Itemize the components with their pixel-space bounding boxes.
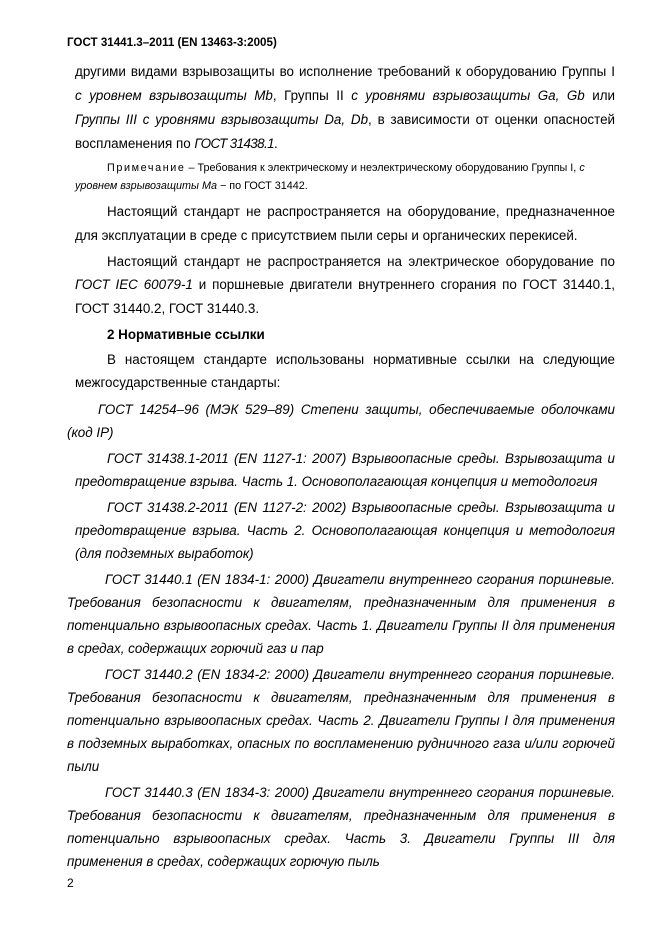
note-line-2 xyxy=(75,178,308,194)
ref-6-line-4: применения в средах, содержащих горючую пыль xyxy=(67,854,380,869)
ref-3-line-2: предотвращение взрыва. Часть 2. Основополагающая концепция и методология xyxy=(75,523,615,538)
ref-5-line-1: ГОСТ 31440.2 (EN 1834-2: 2000) Двигатели внутреннего сгорания поршневые. xyxy=(105,667,615,682)
intro-text-italic: Группы III с уровнями взрывозащиты Da, Db xyxy=(75,112,369,127)
note-text: − по ГОСТ 31442. xyxy=(216,180,308,192)
ref-1-line-1: ГОСТ 14254–96 (МЭК 529–89) Степени защиты, обеспечиваемые оболочками xyxy=(98,402,615,417)
intro-text: или xyxy=(584,88,615,103)
ref-2-line-1: ГОСТ 31438.1-2011 (EN 1127-1: 2007) Взрывоопасные среды. Взрывозащита и xyxy=(107,451,615,466)
para2-line-1: Настоящий стандарт не распространяется на оборудование, предназначенное xyxy=(107,204,615,219)
ref-5-line-5: пыли xyxy=(67,759,100,774)
ref-4-line-2: Требования безопасности к двигателям, предназначенным для применения в xyxy=(67,595,615,610)
intro-text: . xyxy=(273,136,278,151)
note-label: Примечание xyxy=(107,162,186,174)
ref-1-line-2: (код IP) xyxy=(67,425,114,440)
ref-6-line-3: потенциально взрывоопасных средах. Часть 3. Двигатели Группы III для xyxy=(67,831,615,846)
intro-text-italic: с уровнями взрывозащиты Ga, Gb xyxy=(351,88,585,103)
para3-line-2 xyxy=(75,277,615,293)
note-line-1 xyxy=(107,160,585,176)
ref-2-line-2: предотвращение взрыва. Часть 1. Основополагающая концепция и методология xyxy=(75,474,598,489)
intro-text: , Группы II xyxy=(272,88,352,103)
ref-5-line-4: в подземных выработках, опасных по воспламенению рудничного газа и/или горючей xyxy=(67,736,615,751)
para3-text: и поршневые двигатели внутреннего сгорания по ГОСТ 31440.1, xyxy=(192,277,615,292)
note-text-italic: уровнем взрывозащиты Ma xyxy=(75,180,217,192)
intro-text: , в зависимости от оценки опасностей xyxy=(368,112,615,127)
note-text-italic: с xyxy=(579,162,585,174)
para3-text-italic: ГОСТ IEC 60079-1 xyxy=(75,277,193,292)
para2-line-2: для эксплуатации в среде с присутствием пыли серы и органических перекисей. xyxy=(75,228,578,243)
para3-line-1: Настоящий стандарт не распространяется на электрическое оборудование по xyxy=(107,254,615,269)
page-number: 2 xyxy=(67,876,74,890)
document-header: ГОСТ 31441.3–2011 (EN 13463-3:2005) xyxy=(67,36,277,49)
para4-line-1: В настоящем стандарте использованы нормативные ссылки на следующие xyxy=(107,352,615,367)
intro-text: воспламенения по xyxy=(75,136,195,151)
ref-6-line-2: Требования безопасности к двигателям, предназначенным для применения в xyxy=(67,808,615,823)
ref-5-line-3: потенциально взрывоопасных средах. Часть 2. Двигатели Группы I для применения xyxy=(67,713,615,728)
intro-text-italic: с уровнем взрывозащиты Mb xyxy=(75,88,273,103)
ref-4-line-1: ГОСТ 31440.1 (EN 1834-1: 2000) Двигатели внутреннего сгорания поршневые. xyxy=(105,572,615,587)
intro-line-1 xyxy=(75,64,615,80)
ref-3-line-3: (для подземных выработок) xyxy=(75,546,254,561)
note-text: – Требования к электрическому и неэлектрическому оборудованию Группы I, xyxy=(185,162,580,174)
ref-3-line-1: ГОСТ 31438.2-2011 (EN 1127-2: 2002) Взрывоопасные среды. Взрывозащита и xyxy=(107,500,615,515)
ref-4-line-4: в средах, содержащих горючий газ и пар xyxy=(67,641,324,656)
para4-line-2: межгосударственные стандарты: xyxy=(75,375,281,390)
ref-5-line-2: Требования безопасности к двигателям, предназначенным для применения в xyxy=(67,690,615,705)
intro-line-4 xyxy=(75,136,278,152)
section-2-title: 2 Нормативные ссылки xyxy=(107,327,265,342)
intro-line-2 xyxy=(75,88,615,104)
para3-line-3: ГОСТ 31440.2, ГОСТ 31440.3. xyxy=(75,301,260,316)
ref-4-line-3: потенциально взрывоопасных средах. Часть 1. Двигатели Группы II для применения xyxy=(67,618,615,633)
intro-reference-link: ГОСТ 31438.1 xyxy=(194,136,274,151)
ref-6-line-1: ГОСТ 31440.3 (EN 1834-3: 2000) Двигатели внутреннего сгорания поршневые. xyxy=(105,785,615,800)
intro-line-3 xyxy=(75,112,615,128)
intro-text: другими видами взрывозащиты во исполнение требований к оборудованию Группы I xyxy=(75,64,615,79)
